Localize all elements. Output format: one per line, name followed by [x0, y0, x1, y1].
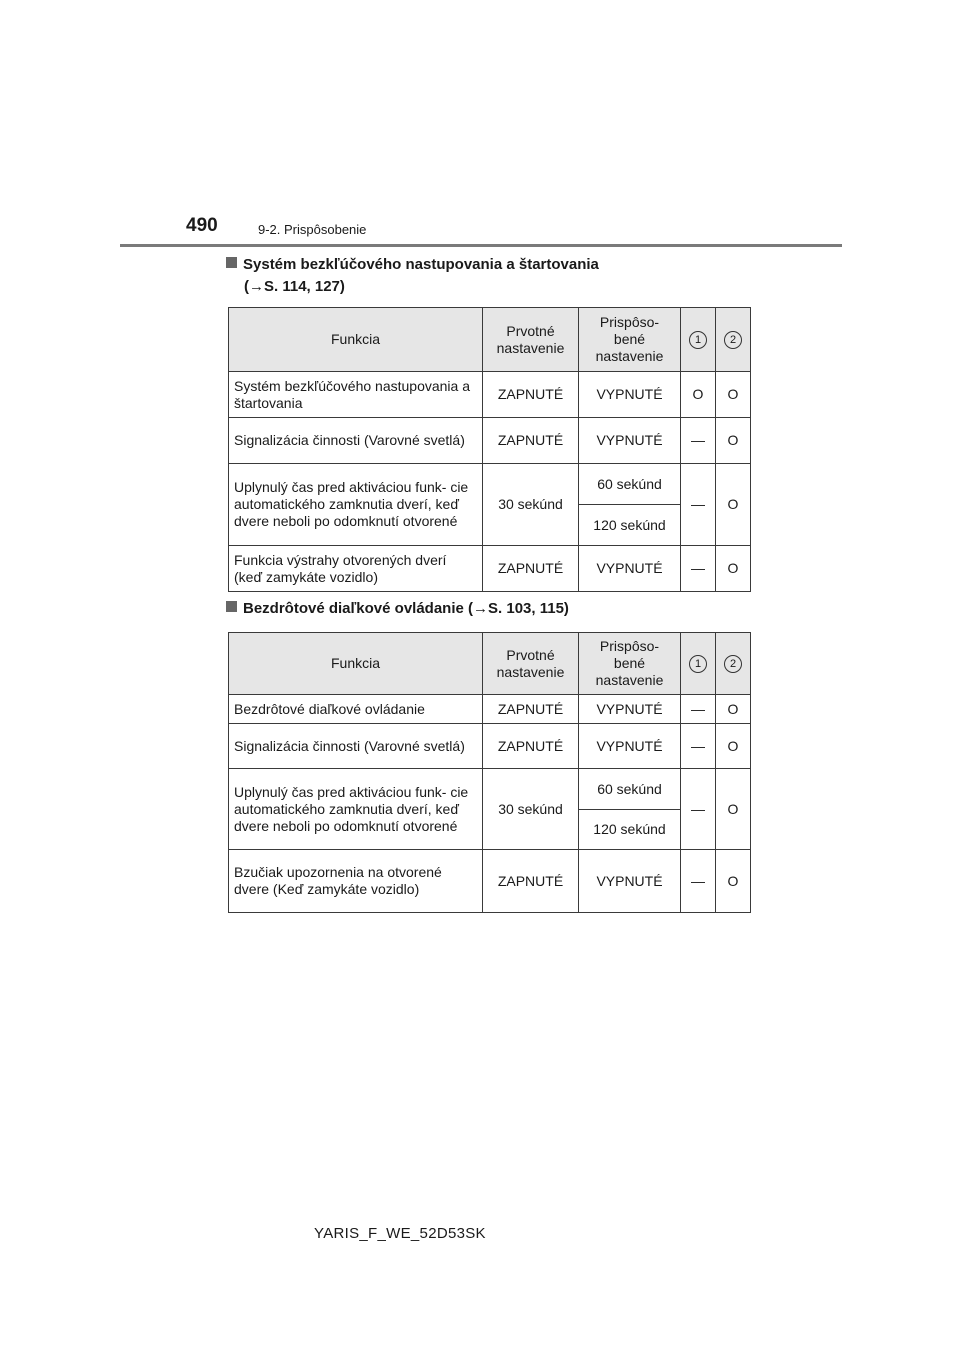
- col-header-function: Funkcia: [229, 633, 483, 695]
- cell-initial: ZAPNUTÉ: [483, 418, 579, 464]
- table-row: [229, 418, 751, 464]
- header-divider: [120, 244, 842, 247]
- cell-method1: —: [681, 769, 716, 850]
- cell-initial: ZAPNUTÉ: [483, 372, 579, 418]
- circled-1-icon: 1: [689, 655, 707, 673]
- section1-title: Systém bezkľúčového nastupovania a štartovania: [243, 256, 599, 273]
- section2-title: Bezdrôtové diaľkové ovládanie (→S. 103, 115): [243, 600, 569, 617]
- section1-heading: [226, 254, 599, 298]
- circled-2-icon: 2: [724, 331, 742, 349]
- col-header-custom: Prispôso- bené nastavenie: [579, 633, 681, 695]
- cell-custom-alt: 120 sekúnd: [579, 810, 681, 850]
- cell-custom: 60 sekúnd: [579, 769, 681, 810]
- section1-reference: (→S. 114, 127): [244, 278, 345, 295]
- cell-function: Bzučiak upozornenia na otvorené dvere (Keď zamykáte vozidlo): [229, 850, 483, 913]
- section-title: 9-2. Prispôsobenie: [258, 222, 367, 237]
- cell-method1: —: [681, 418, 716, 464]
- cell-custom: VYPNUTÉ: [579, 418, 681, 464]
- cell-initial: ZAPNUTÉ: [483, 850, 579, 913]
- section1-table: [228, 307, 751, 592]
- section2-table: [228, 632, 751, 913]
- cell-method2: O: [716, 724, 751, 769]
- cell-custom: 60 sekúnd: [579, 464, 681, 505]
- cell-initial: 30 sekúnd: [483, 464, 579, 546]
- cell-method2: O: [716, 546, 751, 592]
- cell-method1: —: [681, 850, 716, 913]
- table-row: [229, 546, 751, 592]
- col-header-method2: [716, 633, 751, 695]
- col-header-function: Funkcia: [229, 308, 483, 372]
- cell-method1: —: [681, 724, 716, 769]
- cell-method2: O: [716, 418, 751, 464]
- cell-method2: O: [716, 769, 751, 850]
- circled-2-icon: 2: [724, 655, 742, 673]
- cell-function: Signalizácia činnosti (Varovné svetlá): [229, 724, 483, 769]
- cell-method2: O: [716, 850, 751, 913]
- cell-initial: 30 sekúnd: [483, 769, 579, 850]
- col-header-initial: Prvotné nastavenie: [483, 633, 579, 695]
- cell-custom: VYPNUTÉ: [579, 372, 681, 418]
- table-row: [229, 769, 751, 810]
- cell-function: Signalizácia činnosti (Varovné svetlá): [229, 418, 483, 464]
- cell-custom: VYPNUTÉ: [579, 850, 681, 913]
- square-bullet-icon: [226, 257, 237, 268]
- cell-custom: VYPNUTÉ: [579, 724, 681, 769]
- cell-custom: VYPNUTÉ: [579, 546, 681, 592]
- page-number: 490: [186, 215, 218, 236]
- cell-custom: VYPNUTÉ: [579, 695, 681, 724]
- cell-method1: —: [681, 546, 716, 592]
- table-row: [229, 850, 751, 913]
- cell-method2: O: [716, 464, 751, 546]
- cell-initial: ZAPNUTÉ: [483, 724, 579, 769]
- cell-function: Bezdrôtové diaľkové ovládanie: [229, 695, 483, 724]
- section2-heading: [226, 598, 569, 620]
- table-row: [229, 724, 751, 769]
- cell-custom-alt: 120 sekúnd: [579, 505, 681, 546]
- table-row: [229, 695, 751, 724]
- col-header-method2: [716, 308, 751, 372]
- cell-method2: O: [716, 372, 751, 418]
- table-row: [229, 464, 751, 505]
- document-code: YARIS_F_WE_52D53SK: [314, 1225, 486, 1242]
- cell-method1: —: [681, 695, 716, 724]
- square-bullet-icon: [226, 601, 237, 612]
- col-header-method1: [681, 308, 716, 372]
- col-header-custom: Prispôso- bené nastavenie: [579, 308, 681, 372]
- cell-initial: ZAPNUTÉ: [483, 546, 579, 592]
- cell-method1: —: [681, 464, 716, 546]
- cell-initial: ZAPNUTÉ: [483, 695, 579, 724]
- cell-function: Funkcia výstrahy otvorených dverí (keď zamykáte vozidlo): [229, 546, 483, 592]
- cell-method1: O: [681, 372, 716, 418]
- cell-function: Systém bezkľúčového nastupovania a štartovania: [229, 372, 483, 418]
- col-header-initial: Prvotné nastavenie: [483, 308, 579, 372]
- col-header-method1: [681, 633, 716, 695]
- cell-function: Uplynulý čas pred aktiváciou funk- cie automatického zamknutia dverí, keď dvere neboli po odomknutí otvorené: [229, 769, 483, 850]
- cell-method2: O: [716, 695, 751, 724]
- circled-1-icon: 1: [689, 331, 707, 349]
- cell-function: Uplynulý čas pred aktiváciou funk- cie automatického zamknutia dverí, keď dvere neboli po odomknutí otvorené: [229, 464, 483, 546]
- table-row: [229, 372, 751, 418]
